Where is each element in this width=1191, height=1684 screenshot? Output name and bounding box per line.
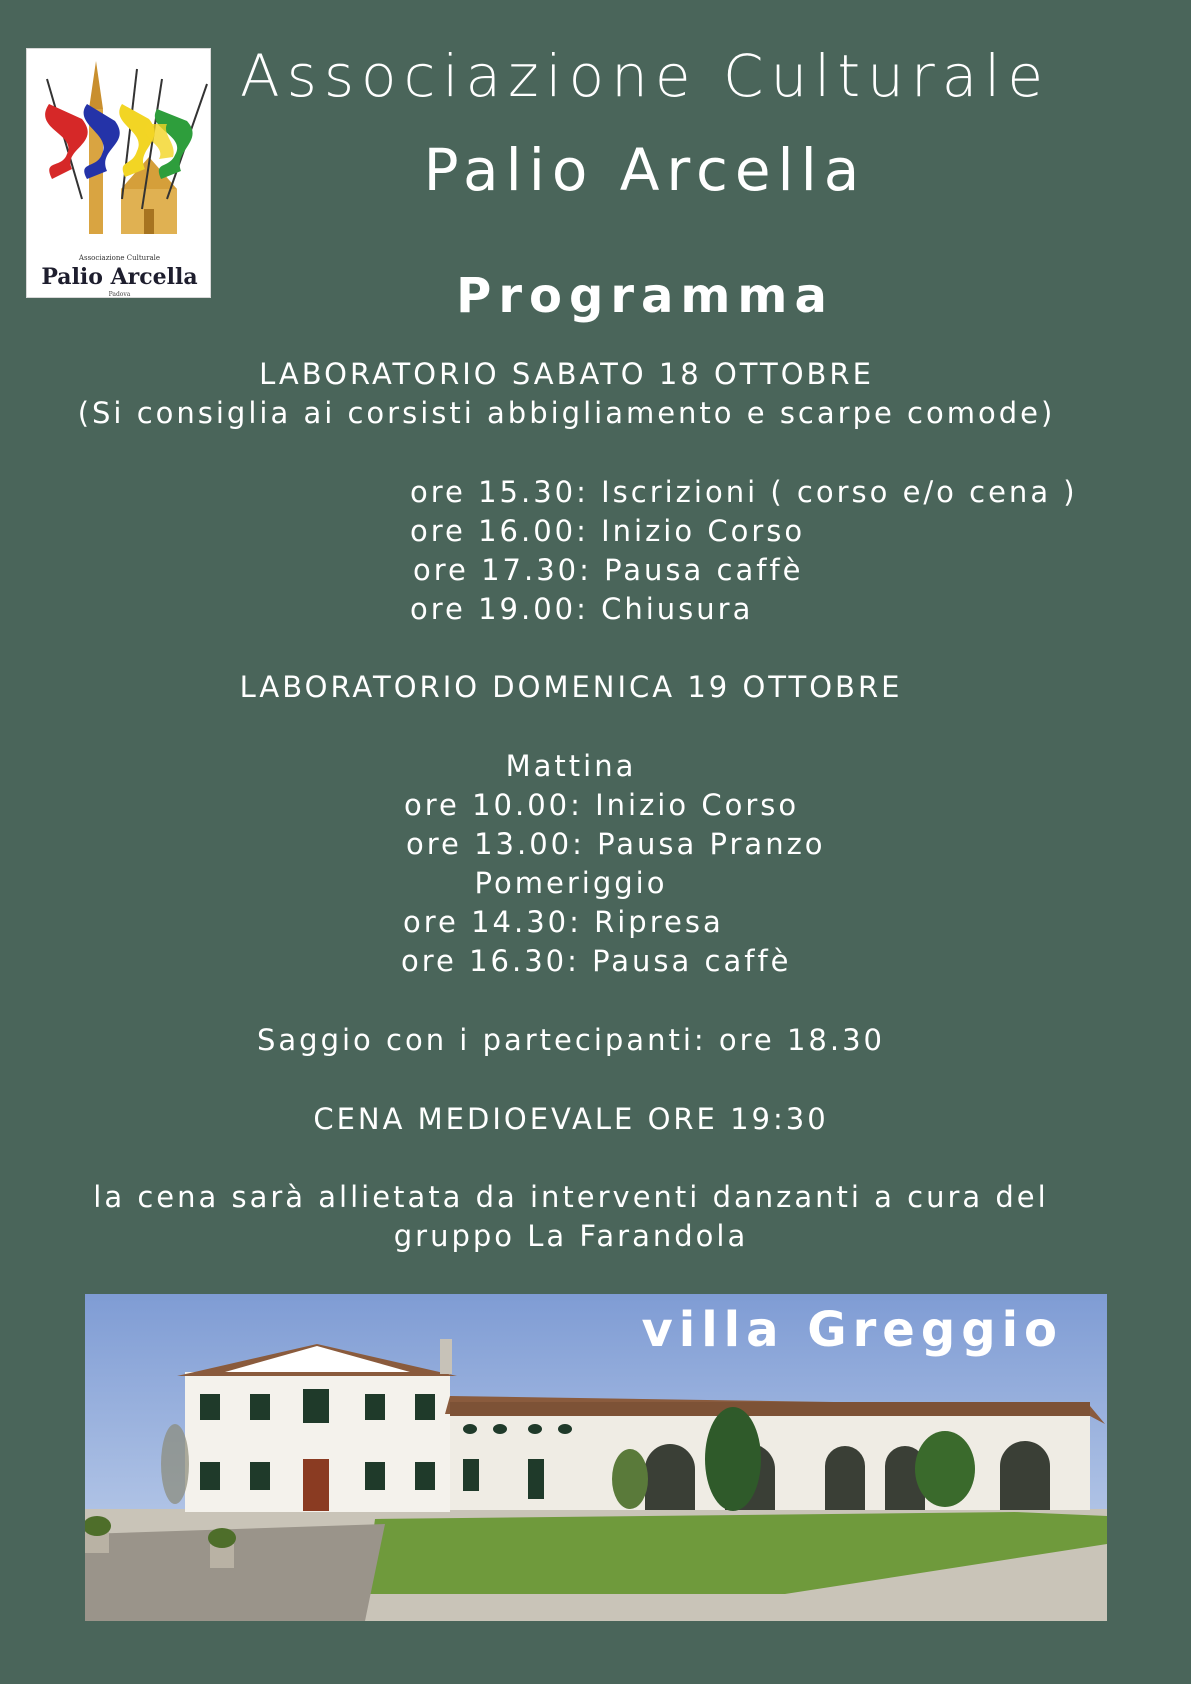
saggio-line: Saggio con i partecipanti: ore 18.30 — [257, 1023, 885, 1057]
program-heading: Programma — [456, 268, 834, 324]
photo-caption: villa Greggio — [641, 1302, 1063, 1358]
villa-photo — [85, 1294, 1107, 1621]
logo-subtitle: Associazione Culturale — [78, 254, 161, 262]
sunday-schedule-item: ore 14.30: Ripresa — [403, 905, 724, 939]
morning-label: Mattina — [505, 749, 637, 783]
cena-note-line-1: la cena sarà allietata da interventi danzanti a cura del — [93, 1180, 1049, 1214]
title-line-1: Associazione Culturale — [239, 42, 1051, 110]
saturday-schedule-item: ore 16.00: Inizio Corso — [410, 514, 806, 548]
afternoon-label: Pomeriggio — [474, 866, 668, 900]
cena-heading: CENA MEDIOEVALE ORE 19:30 — [313, 1102, 829, 1136]
saturday-note: (Si consiglia ai corsisti abbigliamento e scarpe comode) — [77, 396, 1056, 430]
logo-city: Padova — [108, 291, 131, 298]
logo-name: Palio Arcella — [41, 264, 198, 290]
sunday-schedule-item: ore 13.00: Pausa Pranzo — [406, 827, 826, 861]
association-logo — [26, 48, 211, 298]
sunday-heading: LABORATORIO DOMENICA 19 OTTOBRE — [239, 670, 903, 704]
sunday-schedule-item: ore 10.00: Inizio Corso — [404, 788, 800, 822]
cena-note-line-2: gruppo La Farandola — [393, 1219, 749, 1253]
saturday-schedule-item: ore 15.30: Iscrizioni ( corso e/o cena ) — [410, 475, 1078, 509]
sunday-schedule-item: ore 16.30: Pausa caffè — [401, 944, 792, 978]
saturday-heading: LABORATORIO SABATO 18 OTTOBRE — [259, 357, 874, 391]
saturday-schedule-item: ore 19.00: Chiusura — [410, 592, 754, 626]
title-line-2: Palio Arcella — [423, 136, 867, 204]
saturday-schedule-item: ore 17.30: Pausa caffè — [413, 553, 804, 587]
